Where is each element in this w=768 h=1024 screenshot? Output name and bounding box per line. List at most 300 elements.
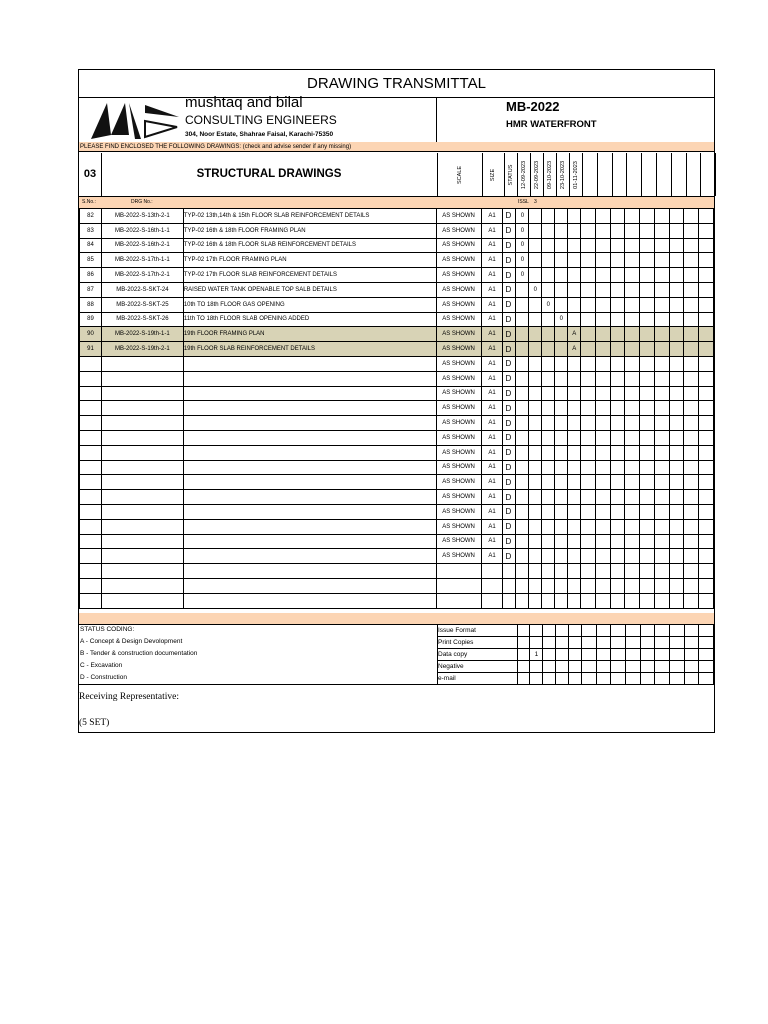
row-scale: AS SHOWN [436, 534, 481, 549]
row-blank-cell [610, 268, 625, 283]
row-issue-cell [516, 593, 529, 608]
row-issue-cell: 0 [529, 282, 542, 297]
row-blank-cell [610, 578, 625, 593]
row-issue-cell [555, 534, 568, 549]
row-blank-cell [595, 282, 610, 297]
issue-number: 3 [534, 199, 537, 205]
row-blank-cell [625, 371, 640, 386]
row-blank-cell [699, 268, 714, 283]
row-blank-cell [595, 253, 610, 268]
issue-format-cell [669, 625, 684, 637]
row-blank-cell [625, 282, 640, 297]
table-row [80, 223, 714, 238]
row-blank-cell [595, 356, 610, 371]
row-blank-cell [669, 297, 684, 312]
row-description [183, 416, 436, 431]
row-size [481, 564, 503, 579]
row-blank-cell [640, 460, 655, 475]
row-issue-cell [529, 297, 542, 312]
issue-format-cell [596, 637, 611, 649]
issue-format-cell [530, 625, 543, 637]
issue-format-cell [625, 649, 640, 661]
row-issue-cell [555, 356, 568, 371]
row-issue-cell [529, 253, 542, 268]
row-blank-cell [669, 593, 684, 608]
row-blank-cell [625, 386, 640, 401]
row-blank-cell [654, 490, 669, 505]
firm-logo [89, 99, 184, 141]
row-issue-cell [529, 416, 542, 431]
row-blank-cell [581, 534, 596, 549]
row-description [183, 371, 436, 386]
row-issue-cell [529, 327, 542, 342]
issue-format-cell [611, 673, 626, 685]
row-issue-cell [568, 578, 581, 593]
issue-format-cell [517, 625, 530, 637]
row-issue-cell [516, 460, 529, 475]
row-status: D [503, 238, 516, 253]
firm-name: mushtaq and bilal [185, 94, 303, 111]
row-issue-cell [542, 253, 555, 268]
row-issue-cell [516, 490, 529, 505]
row-blank-cell [654, 327, 669, 342]
row-issue-cell [568, 593, 581, 608]
row-issue-cell [542, 593, 555, 608]
row-scale: AS SHOWN [436, 460, 481, 475]
issue-format-row [438, 637, 714, 649]
row-status: D [503, 327, 516, 342]
row-issue-cell [529, 223, 542, 238]
row-blank-cell [625, 401, 640, 416]
issue-format-cell [655, 673, 670, 685]
row-sno [80, 460, 102, 475]
row-blank-cell [654, 253, 669, 268]
issue-format-cell [569, 649, 582, 661]
issue-format-label: Issue Format [438, 625, 518, 637]
row-size: A1 [481, 356, 503, 371]
row-sno [80, 593, 102, 608]
row-scale: AS SHOWN [436, 268, 481, 283]
row-issue-cell [555, 386, 568, 401]
table-row [80, 327, 714, 342]
row-size: A1 [481, 430, 503, 445]
row-blank-cell [684, 268, 699, 283]
row-blank-cell [610, 401, 625, 416]
row-blank-cell [699, 312, 714, 327]
row-size: A1 [481, 238, 503, 253]
row-scale: AS SHOWN [436, 297, 481, 312]
issue-format-row [438, 673, 714, 685]
row-scale: AS SHOWN [436, 253, 481, 268]
row-description [183, 593, 436, 608]
blank-issue-header [582, 153, 598, 196]
row-issue-cell [568, 534, 581, 549]
issue-format-row [438, 649, 714, 661]
project-name: HMR WATERFRONT [506, 119, 597, 130]
row-sno: 87 [80, 282, 102, 297]
row-size: A1 [481, 371, 503, 386]
row-blank-cell [640, 578, 655, 593]
row-description: 19th FLOOR FRAMING PLAN [183, 327, 436, 342]
blank-issue-header [641, 153, 657, 196]
row-description [183, 430, 436, 445]
row-blank-cell [699, 519, 714, 534]
row-blank-cell [684, 386, 699, 401]
row-blank-cell [625, 223, 640, 238]
row-blank-cell [699, 534, 714, 549]
row-issue-cell [542, 430, 555, 445]
row-blank-cell [669, 342, 684, 357]
row-blank-cell [699, 356, 714, 371]
row-description [183, 401, 436, 416]
row-description [183, 356, 436, 371]
issue-format-cell [611, 649, 626, 661]
row-blank-cell [595, 490, 610, 505]
row-sno [80, 519, 102, 534]
issue-format-label: e-mail [438, 673, 518, 685]
row-issue-cell [516, 282, 529, 297]
row-blank-cell [699, 253, 714, 268]
row-issue-cell [516, 371, 529, 386]
issue-format-cell [640, 673, 655, 685]
row-blank-cell [581, 416, 596, 431]
row-blank-cell [581, 504, 596, 519]
row-blank-cell [625, 578, 640, 593]
row-issue-cell [516, 297, 529, 312]
issue-format-cell [611, 625, 626, 637]
issue-format-cell [625, 673, 640, 685]
row-blank-cell [669, 356, 684, 371]
row-sno: 86 [80, 268, 102, 283]
row-issue-cell [542, 549, 555, 564]
row-issue-cell [529, 445, 542, 460]
row-blank-cell [595, 371, 610, 386]
row-issue-cell [555, 578, 568, 593]
row-blank-cell [610, 445, 625, 460]
row-size: A1 [481, 416, 503, 431]
row-description [183, 490, 436, 505]
row-status: D [503, 549, 516, 564]
table-row [80, 371, 714, 386]
row-description: 11th TO 18th FLOOR SLAB OPENING ADDED [183, 312, 436, 327]
row-blank-cell [625, 460, 640, 475]
row-issue-cell [555, 445, 568, 460]
row-blank-cell [699, 549, 714, 564]
row-blank-cell [699, 342, 714, 357]
row-issue-cell [568, 371, 581, 386]
row-scale [436, 564, 481, 579]
row-size: A1 [481, 534, 503, 549]
row-blank-cell [699, 416, 714, 431]
row-blank-cell [654, 342, 669, 357]
row-scale: AS SHOWN [436, 504, 481, 519]
row-blank-cell [654, 593, 669, 608]
row-blank-cell [595, 342, 610, 357]
row-blank-cell [669, 564, 684, 579]
row-issue-cell [555, 490, 568, 505]
issue-format-cell [699, 649, 714, 661]
row-blank-cell [581, 297, 596, 312]
status-code-d: D - Construction [80, 674, 127, 681]
row-issue-cell [568, 282, 581, 297]
issue-format-cell [699, 625, 714, 637]
row-blank-cell [610, 312, 625, 327]
row-blank-cell [640, 504, 655, 519]
row-sno [80, 416, 102, 431]
status-code-a: A - Concept & Design Devolopment [80, 638, 183, 645]
row-blank-cell [699, 445, 714, 460]
row-blank-cell [654, 356, 669, 371]
row-scale: AS SHOWN [436, 519, 481, 534]
row-blank-cell [684, 209, 699, 224]
table-row [80, 549, 714, 564]
row-issue-cell: A [568, 342, 581, 357]
row-drg-number [101, 430, 183, 445]
row-size: A1 [481, 519, 503, 534]
row-blank-cell [669, 534, 684, 549]
row-blank-cell [625, 416, 640, 431]
row-blank-cell [684, 416, 699, 431]
blank-issue-header [597, 153, 613, 196]
row-blank-cell [669, 549, 684, 564]
row-blank-cell [669, 460, 684, 475]
row-issue-cell [516, 312, 529, 327]
issue-format-cell [596, 649, 611, 661]
row-issue-cell [529, 312, 542, 327]
row-blank-cell [581, 209, 596, 224]
row-blank-cell [654, 549, 669, 564]
row-blank-cell [654, 371, 669, 386]
row-issue-cell: 0 [516, 253, 529, 268]
row-blank-cell [581, 593, 596, 608]
row-blank-cell [654, 297, 669, 312]
status-code-c: C - Excavation [80, 662, 123, 669]
row-blank-cell [581, 253, 596, 268]
row-size: A1 [481, 223, 503, 238]
row-blank-cell [595, 549, 610, 564]
row-blank-cell [669, 445, 684, 460]
row-issue-cell [555, 401, 568, 416]
issue-format-cell [582, 625, 597, 637]
row-sno: 89 [80, 312, 102, 327]
issue-format-cell [596, 661, 611, 673]
row-blank-cell [699, 475, 714, 490]
row-drg-number: MB-2022-S-SKT-26 [101, 312, 183, 327]
row-issue-cell [555, 327, 568, 342]
row-issue-cell: 0 [516, 209, 529, 224]
blank-issue-header [626, 153, 642, 196]
row-sno: 85 [80, 253, 102, 268]
row-issue-cell [542, 268, 555, 283]
row-blank-cell [610, 386, 625, 401]
section-header [79, 153, 714, 197]
row-issue-cell [529, 519, 542, 534]
row-drg-number: MB-2022-S-13th-2-1 [101, 209, 183, 224]
row-issue-cell [568, 549, 581, 564]
row-blank-cell [654, 504, 669, 519]
row-size: A1 [481, 504, 503, 519]
firm-subtitle: CONSULTING ENGINEERS [185, 113, 337, 127]
row-scale: AS SHOWN [436, 356, 481, 371]
issue-format-cell [669, 649, 684, 661]
row-issue-cell [568, 519, 581, 534]
row-status: D [503, 268, 516, 283]
row-issue-cell [529, 490, 542, 505]
row-blank-cell [699, 578, 714, 593]
row-blank-cell [581, 401, 596, 416]
row-issue-cell [529, 209, 542, 224]
row-status: D [503, 297, 516, 312]
row-blank-cell [684, 475, 699, 490]
row-issue-cell [529, 401, 542, 416]
date-header: 23-10-2023 [556, 153, 570, 196]
row-blank-cell [625, 445, 640, 460]
row-issue-cell [555, 223, 568, 238]
issue-format-cell [699, 637, 714, 649]
row-drg-number: MB-2022-S-19th-1-1 [101, 327, 183, 342]
row-size [481, 578, 503, 593]
row-blank-cell [640, 238, 655, 253]
issue-format-cell [669, 637, 684, 649]
issue-format-cell [517, 637, 530, 649]
row-scale: AS SHOWN [436, 312, 481, 327]
row-status: D [503, 282, 516, 297]
scale-header: SCALE [437, 153, 483, 196]
row-blank-cell [610, 356, 625, 371]
row-description [183, 578, 436, 593]
row-issue-cell [555, 549, 568, 564]
row-drg-number [101, 475, 183, 490]
row-status: D [503, 253, 516, 268]
row-blank-cell [581, 475, 596, 490]
issue-format-row [438, 661, 714, 673]
row-scale: AS SHOWN [436, 209, 481, 224]
row-blank-cell [654, 564, 669, 579]
row-blank-cell [610, 416, 625, 431]
size-header: SIZE [482, 153, 505, 196]
row-blank-cell [581, 549, 596, 564]
status-code-b: B - Tender & construction documentation [80, 650, 198, 657]
row-blank-cell [581, 356, 596, 371]
issue-format-cell [684, 649, 699, 661]
row-blank-cell [669, 401, 684, 416]
row-sno [80, 430, 102, 445]
row-blank-cell [595, 209, 610, 224]
issue-format-cell [625, 637, 640, 649]
row-issue-cell [555, 430, 568, 445]
row-description: TYP-02 17th FLOOR SLAB REINFORCEMENT DETAILS [183, 268, 436, 283]
row-blank-cell [654, 282, 669, 297]
table-row [80, 519, 714, 534]
issue-format-cell [655, 661, 670, 673]
date-header: 22-09-2023 [530, 153, 544, 196]
row-description [183, 445, 436, 460]
row-issue-cell [516, 401, 529, 416]
row-issue-cell [568, 209, 581, 224]
row-blank-cell [595, 401, 610, 416]
row-blank-cell [610, 593, 625, 608]
row-status: D [503, 386, 516, 401]
row-drg-number: MB-2022-S-SKT-24 [101, 282, 183, 297]
row-status: D [503, 504, 516, 519]
row-sno [80, 386, 102, 401]
row-issue-cell [568, 268, 581, 283]
status-coding-title: STATUS CODING: [80, 626, 135, 633]
row-issue-cell [516, 445, 529, 460]
issue-format-cell [640, 637, 655, 649]
row-description: 19th FLOOR SLAB REINFORCEMENT DETAILS [183, 342, 436, 357]
row-issue-cell [568, 401, 581, 416]
row-issue-cell [529, 268, 542, 283]
row-issue-cell [529, 578, 542, 593]
row-issue-cell [529, 386, 542, 401]
row-status: D [503, 371, 516, 386]
row-blank-cell [684, 401, 699, 416]
row-description [183, 460, 436, 475]
row-issue-cell [568, 430, 581, 445]
row-blank-cell [625, 312, 640, 327]
table-row [80, 209, 714, 224]
row-blank-cell [625, 209, 640, 224]
row-blank-cell [581, 445, 596, 460]
row-size: A1 [481, 327, 503, 342]
row-blank-cell [669, 490, 684, 505]
table-row [80, 416, 714, 431]
issue-format-cell [669, 673, 684, 685]
issue-format-cell [543, 661, 556, 673]
row-description [183, 386, 436, 401]
row-blank-cell [684, 445, 699, 460]
row-blank-cell [654, 312, 669, 327]
row-blank-cell [640, 209, 655, 224]
row-blank-cell [640, 223, 655, 238]
issue-format-cell [556, 649, 569, 661]
row-issue-cell [568, 490, 581, 505]
row-scale: AS SHOWN [436, 386, 481, 401]
row-drg-number [101, 445, 183, 460]
row-status [503, 578, 516, 593]
issue-format-cell [543, 673, 556, 685]
row-issue-cell [516, 475, 529, 490]
row-blank-cell [684, 460, 699, 475]
row-blank-cell [654, 209, 669, 224]
issue-format-cell [582, 637, 597, 649]
row-description: 10th TO 18th FLOOR GAS OPENING [183, 297, 436, 312]
row-issue-cell [542, 564, 555, 579]
project-code: MB-2022 [506, 99, 560, 114]
row-blank-cell [699, 371, 714, 386]
row-issue-cell [555, 519, 568, 534]
row-blank-cell [640, 430, 655, 445]
issue-format-cell [530, 661, 543, 673]
header-block [79, 94, 714, 143]
row-blank-cell [625, 356, 640, 371]
row-drg-number [101, 564, 183, 579]
row-sno [80, 549, 102, 564]
row-blank-cell [625, 490, 640, 505]
row-sno [80, 490, 102, 505]
row-description: TYP-02 13th,14th & 15th FLOOR SLAB REINFORCEMENT DETAILS [183, 209, 436, 224]
row-blank-cell [699, 401, 714, 416]
row-blank-cell [610, 564, 625, 579]
row-blank-cell [684, 223, 699, 238]
row-status: D [503, 490, 516, 505]
row-sno [80, 371, 102, 386]
issue-format-cell [543, 637, 556, 649]
row-scale: AS SHOWN [436, 430, 481, 445]
enclosure-note: PLEASE FIND ENCLOSED THE FOLLOWING DRAWINGS: (check and advise sender if any missing) [79, 142, 714, 152]
row-issue-cell [542, 534, 555, 549]
